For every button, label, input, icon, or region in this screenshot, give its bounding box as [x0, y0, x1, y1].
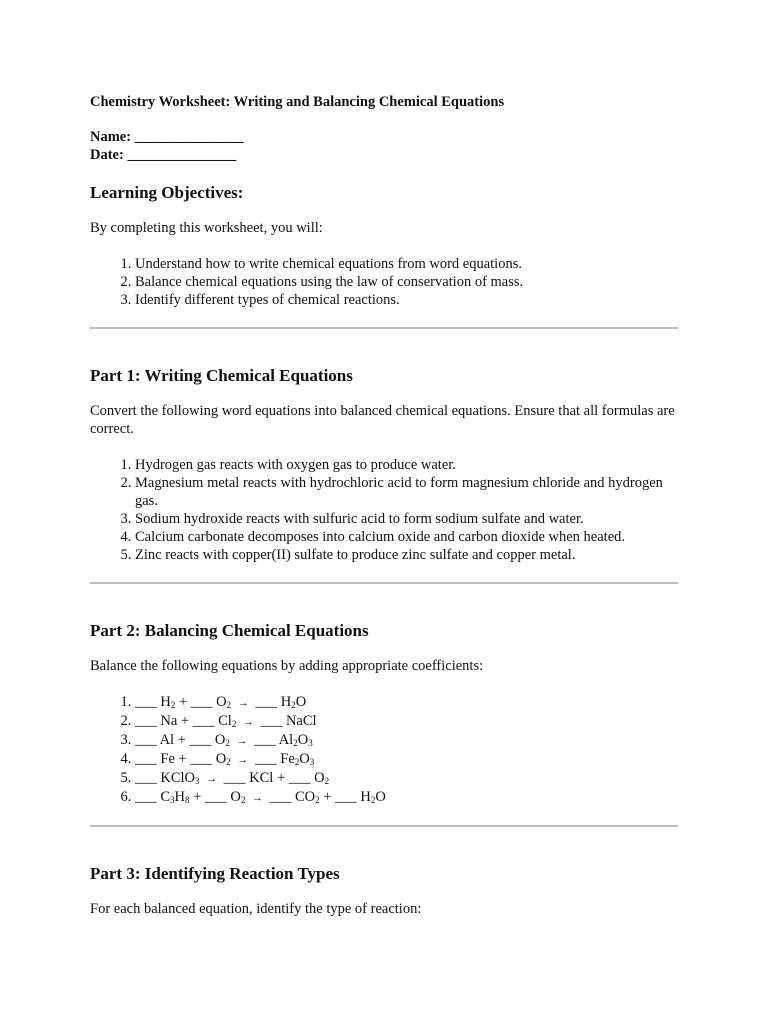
equation-item: 4. ___ Fe + ___ $O_2$ → ___ $Fe_2O_3$: [135, 750, 680, 769]
coefficient-blank: ___: [254, 751, 277, 767]
coefficient-blank: ___: [254, 732, 276, 748]
chemical-formula: $H_2O$: [360, 789, 386, 805]
objective-item: 1. Understand how to write chemical equations from word equations.: [135, 255, 680, 273]
coefficient-blank: ___: [135, 770, 157, 786]
coefficient-blank: ___: [189, 732, 212, 748]
arrow-symbol: →: [236, 735, 248, 747]
part2-intro: Balance the following equations by adding appropriate coefficients:: [90, 658, 484, 674]
chemical-formula: Fe: [160, 751, 175, 767]
word-equation-item: 3. Sodium hydroxide reacts with sulfuric acid to form sodium sulfate and water.: [135, 510, 680, 528]
chemical-formula: $O_2$: [216, 694, 232, 710]
chemical-formula: Na: [160, 713, 178, 729]
objectives-intro: By completing this worksheet, you will:: [90, 220, 323, 236]
formula-subscript: 2: [370, 795, 376, 805]
word-equation-item: 2. Magnesium metal reacts with hydrochloric acid to form magnesium chloride and hydrogen gas.: [135, 474, 680, 510]
equation-item: 2. ___ Na + ___ $Cl_2$ → ___ NaCl: [135, 712, 680, 731]
formula-subscript: 2: [170, 700, 176, 710]
coefficient-blank: ___: [135, 713, 157, 729]
coefficient-blank: ___: [192, 713, 215, 729]
formula-subscript: 2: [231, 719, 237, 729]
formula-subscript: 2: [294, 757, 300, 767]
coefficient-blank: ___: [335, 789, 357, 805]
worksheet-content: [90, 93, 680, 918]
chemical-formula: $Cl_2$: [218, 713, 237, 729]
objective-item: 2. Balance chemical equations using the law of conservation of mass.: [135, 273, 680, 291]
coefficient-blank: ___: [223, 770, 246, 786]
chemical-formula: $O_2$: [230, 789, 246, 805]
chemical-formula: $H_2O$: [280, 694, 307, 710]
formula-subscript: 2: [240, 795, 246, 805]
name-line: Name: _______________: [90, 129, 244, 145]
part3-intro: For each balanced equation, identify the type of reaction:: [90, 901, 422, 917]
equation-item: 6. ___ $C_3H_8$ + ___ $O_2$ → ___ $CO_2$ + ___ $H_2O$: [135, 788, 680, 807]
arrow-symbol: →: [237, 697, 249, 709]
chemical-formula: $H_2$: [160, 694, 176, 710]
chemical-formula: $O_2$: [314, 770, 330, 786]
section-divider: [90, 327, 678, 329]
coefficient-blank: ___: [190, 751, 213, 767]
formula-subscript: 2: [226, 757, 231, 767]
equation-item: 1. ___ $H_2$ + ___ $O_2$ → ___ $H_2O$: [135, 693, 680, 712]
formula-subscript: 3: [170, 795, 175, 805]
chemical-formula: $CO_2$: [294, 789, 320, 805]
chemical-formula: KCl: [249, 770, 274, 786]
formula-subscript: 2: [226, 700, 232, 710]
part1-heading: Part 1: Writing Chemical Equations: [90, 366, 353, 385]
chemical-formula: $Fe_2O_3$: [280, 751, 315, 767]
chemical-formula: NaCl: [285, 713, 317, 729]
coefficient-blank: ___: [269, 789, 292, 805]
arrow-symbol: →: [251, 792, 263, 804]
formula-subscript: 2: [315, 795, 320, 805]
word-equation-item: 4. Calcium carbonate decomposes into calcium oxide and carbon dioxide when heated.: [135, 528, 680, 546]
part3-heading: Part 3: Identifying Reaction Types: [90, 864, 340, 883]
chemical-formula: KClO$_3$: [160, 770, 200, 786]
part2-heading: Part 2: Balancing Chemical Equations: [90, 621, 369, 640]
coefficient-blank: ___: [135, 732, 157, 748]
date-line: Date: _______________: [90, 147, 237, 163]
coefficient-blank: ___: [255, 694, 278, 710]
coefficient-blank: ___: [135, 789, 157, 805]
equation-item: 5. ___ KClO$_3$ → ___ KCl + ___ $O_2$: [135, 769, 680, 788]
objectives-list: [90, 255, 680, 309]
chemical-formula: $O_2$: [215, 751, 231, 767]
chemical-formula: Al: [159, 732, 175, 748]
coefficient-blank: ___: [190, 694, 213, 710]
coefficient-blank: ___: [260, 713, 283, 729]
part1-list: [90, 456, 680, 564]
formula-subscript: 3: [309, 757, 315, 767]
equation-list: [90, 693, 680, 807]
word-equation-item: 1. Hydrogen gas reacts with oxygen gas to produce water.: [135, 456, 680, 474]
formula-subscript: 2: [293, 738, 298, 748]
coefficient-blank: ___: [135, 751, 157, 767]
formula-subscript: 2: [324, 776, 330, 786]
arrow-symbol: →: [237, 754, 249, 766]
arrow-symbol: →: [242, 716, 254, 728]
word-equation-item: 5. Zinc reacts with copper(II) sulfate to produce zinc sulfate and copper metal.: [135, 546, 680, 564]
objective-item: 3. Identify different types of chemical reactions.: [135, 291, 680, 309]
part1-intro: Convert the following word equations into balanced chemical equations. Ensure that all formulas are correct.: [90, 403, 675, 437]
chemical-formula: $O_2$: [214, 732, 230, 748]
student-info: [90, 128, 680, 164]
chemical-formula: $C_3H_8$: [160, 789, 190, 805]
coefficient-blank: ___: [204, 789, 227, 805]
equation-item: 3. ___ Al + ___ $O_2$ → ___ $Al_2O_3$: [135, 731, 680, 750]
chemical-formula: $Al_2O_3$: [278, 732, 313, 748]
worksheet-title: Chemistry Worksheet: Writing and Balancing Chemical Equations: [90, 94, 505, 110]
formula-subscript: 3: [195, 776, 200, 786]
formula-subscript: 2: [291, 700, 296, 710]
arrow-symbol: →: [206, 773, 218, 785]
section-divider: [90, 825, 678, 827]
formula-subscript: 3: [308, 738, 313, 748]
formula-subscript: 2: [225, 738, 230, 748]
coefficient-blank: ___: [135, 694, 157, 710]
coefficient-blank: ___: [288, 770, 311, 786]
section-divider: [90, 582, 678, 584]
objectives-heading: Learning Objectives:: [90, 183, 244, 202]
formula-subscript: 8: [185, 795, 190, 805]
